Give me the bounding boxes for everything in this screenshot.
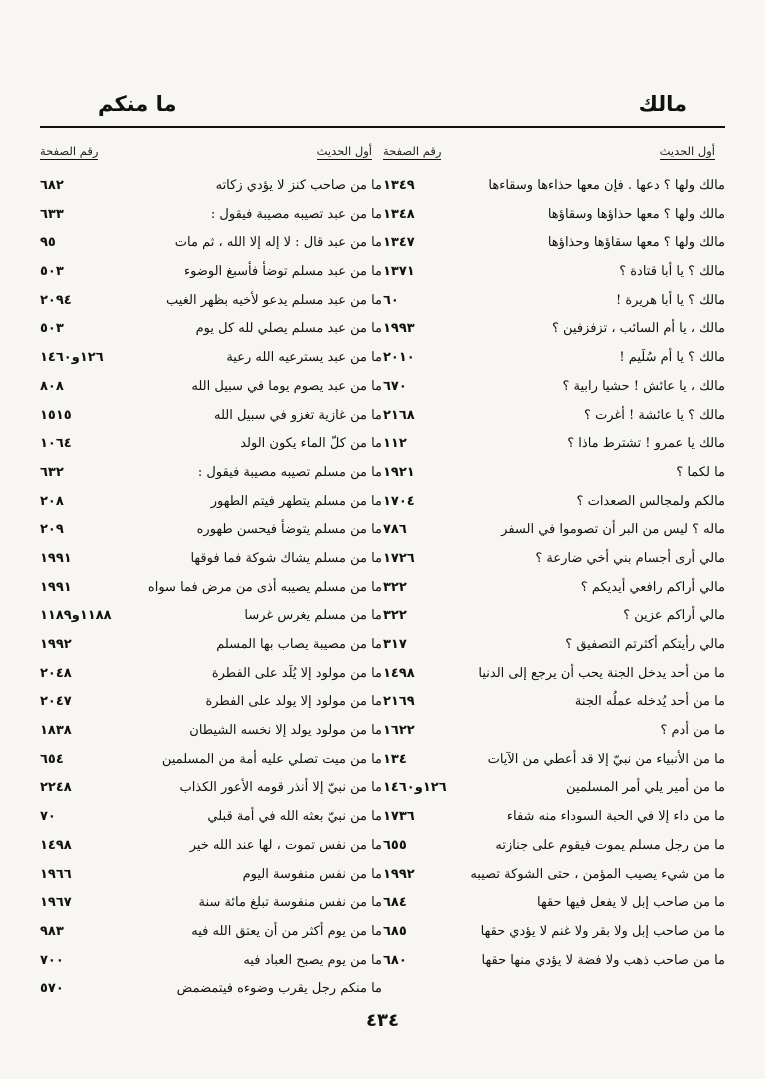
running-head-left: ما منكم: [98, 92, 177, 116]
heading-page: رقم الصفحة: [40, 144, 99, 158]
page-ref: ٢٠٨: [40, 493, 64, 509]
page-ref: ١٣٤: [383, 751, 407, 767]
hadith-opening: ما من نفس منفوسة اليوم: [242, 866, 382, 882]
index-columns: [40, 138, 725, 997]
index-entry: [383, 172, 725, 201]
hadith-opening: ما من أدم ؟: [660, 723, 725, 739]
page-ref: ١٣٧١: [383, 264, 415, 280]
index-entry: [40, 315, 382, 344]
index-entry: [40, 459, 382, 488]
index-entry: [383, 774, 725, 803]
hadith-opening: ما من كلّ الماء يكون الولد: [240, 436, 382, 452]
hadith-opening: ما من عبد يصوم يوما في سبيل الله: [191, 378, 382, 394]
hadith-opening: ما من أمير يلي أمر المسلمين: [566, 780, 725, 796]
hadith-opening: مالك ؟ يا عائشة ! أغرت ؟: [584, 407, 725, 423]
index-entry: [40, 287, 382, 316]
page-ref: ١٩٦٧: [40, 895, 72, 911]
page-ref: ١٦٢٢: [383, 723, 415, 739]
index-entry: [383, 717, 725, 746]
index-entry: [383, 516, 725, 545]
page-ref: ١٤٩٨: [383, 665, 415, 681]
hadith-opening: ما من مسلم يتطهر فيتم الطهور: [210, 493, 382, 509]
index-entry: [383, 947, 725, 976]
index-entry: [383, 430, 725, 459]
hadith-opening: ما من صاحب إبل ولا بقر ولا غنم لا يؤدي حقها: [480, 923, 725, 939]
index-entry: [40, 947, 382, 976]
page-ref: ١٤٩٨: [40, 837, 72, 853]
hadith-opening: مالك ، يا عائش ! حشيا رابية ؟: [562, 378, 725, 394]
page-ref: ١١٢: [383, 436, 407, 452]
index-entry: [383, 459, 725, 488]
heading-hadith: أول الحديث: [659, 144, 715, 158]
page-ref: ١٧٠٤: [383, 493, 415, 509]
page-ref: ١٩٩٣: [383, 321, 415, 337]
page-ref: ٥٠٣: [40, 321, 64, 337]
hadith-opening: مالك ، يا أم السائب ، تزفزفين ؟: [551, 321, 725, 337]
hadith-opening: ما لكما ؟: [676, 464, 725, 480]
page-ref: ٧٠٠: [40, 952, 64, 968]
index-entry: [383, 574, 725, 603]
index-entry: [40, 631, 382, 660]
index-entry: [40, 602, 382, 631]
hadith-opening: ما من رجل مسلم يموت فيقوم على جنازته: [495, 837, 725, 853]
page-ref: ٦٨٠: [383, 952, 407, 968]
page-ref: ١٣٤٧: [383, 235, 415, 251]
hadith-opening: ما من مسلم يصيبه أذى من مرض فما سواه: [147, 579, 382, 595]
index-entry: [383, 315, 725, 344]
page-ref: ١١٨٨و١١٨٩: [40, 608, 112, 624]
index-entry: [40, 258, 382, 287]
hadith-opening: ما من مسلم يشاك شوكة فما فوقها: [190, 550, 382, 566]
page-number: ٤٣٤: [366, 1010, 399, 1031]
index-entry: [383, 832, 725, 861]
index-entry: [40, 861, 382, 890]
page-ref: ٦٨٥: [383, 923, 407, 939]
index-entry: [40, 488, 382, 517]
hadith-opening: ماله ؟ ليس من البر أن تصوموا في السفر: [501, 522, 725, 538]
index-entry: [383, 344, 725, 373]
hadith-opening: ما من شيء يصيب المؤمن ، حتى الشوكة تصيبه: [470, 866, 725, 882]
page-ref: ٧٨٦: [383, 522, 407, 538]
hadith-opening: مالي رأيتكم أكثرتم التصفيق ؟: [565, 637, 725, 652]
index-column-right: [383, 138, 725, 979]
hadith-opening: مالكم ولمجالس الصعدات ؟: [576, 493, 725, 509]
index-entry: [383, 258, 725, 287]
index-entry: [383, 201, 725, 230]
hadith-opening: مالي أرى أجسام بني أخي ضارعة ؟: [535, 550, 725, 566]
page-header: [40, 92, 725, 128]
page-ref: ١٥١٥: [40, 407, 72, 423]
hadith-opening: مالك يا عمرو ! تشترط ماذا ؟: [567, 436, 725, 452]
hadith-opening: ما من يوم أكثر من أن يعتق الله فيه: [191, 923, 382, 939]
index-entry: [40, 688, 382, 717]
hadith-opening: ما من مصيبة يصاب بها المسلم: [216, 637, 382, 652]
index-entry: [383, 287, 725, 316]
hadith-opening: ما من عبد مسلم توضأ فأسبغ الوضوء: [184, 264, 382, 280]
page-ref: ٣١٧: [383, 637, 407, 652]
index-entry: [383, 889, 725, 918]
hadith-opening: ما من الأنبياء من نبيّ إلا قد أعطي من الآيات: [487, 751, 725, 767]
page-ref: ٢٢٤٨: [40, 780, 72, 796]
hadith-opening: ما من عبد مسلم يصلي لله كل يوم: [195, 321, 382, 337]
hadith-opening: ما منكم رجل يقرب وضوءه فيتمضمض: [176, 981, 382, 997]
hadith-opening: ما من صاحب كنز لا يؤدي زكاته: [215, 178, 382, 193]
page-ref: ١٩٩٢: [40, 637, 72, 652]
page-ref: ٢٠٤٧: [40, 694, 72, 710]
page-ref: ٦٥٥: [383, 837, 407, 853]
hadith-opening: ما من نفس تموت ، لها عند الله خير: [189, 837, 382, 853]
heading-page: رقم الصفحة: [383, 144, 442, 158]
hadith-opening: مالك ولها ؟ معها حذاؤها وسقاؤها: [547, 206, 725, 222]
hadith-opening: ما من أحد يدخل الجنة يحب أن يرجع إلى الدنيا: [478, 665, 725, 681]
index-entry: [40, 344, 382, 373]
index-entry: [383, 746, 725, 775]
page-ref: ٧٠: [40, 809, 56, 825]
index-entry: [40, 430, 382, 459]
hadith-opening: مالك ولها ؟ معها سقاؤها وحذاؤها: [547, 235, 725, 251]
page-ref: ١٣٤٨: [383, 206, 415, 222]
page-ref: ٣٢٢: [383, 608, 407, 624]
hadith-opening: مالك ؟ يا أبا قتادة ؟: [619, 264, 725, 280]
page-ref: ١٠٦٤: [40, 436, 72, 452]
index-entry: [383, 602, 725, 631]
page-ref: ٥٠٣: [40, 264, 64, 280]
hadith-opening: ما من مسلم يغرس غرسا: [244, 608, 382, 624]
index-entry: [383, 631, 725, 660]
hadith-opening: ما من نبيّ بعثه الله في أمة قبلي: [207, 809, 382, 825]
index-entry: [40, 660, 382, 689]
index-entry: [40, 832, 382, 861]
index-entry: [383, 545, 725, 574]
index-entry: [383, 803, 725, 832]
index-column-left: [40, 138, 382, 997]
column-heading: [383, 138, 725, 164]
hadith-opening: ما من نبيّ إلا أنذر قومه الأعور الكذاب: [179, 780, 382, 796]
hadith-opening: مالك ؟ يا أم سُلَيم !: [619, 350, 725, 366]
index-rows: [40, 172, 382, 1004]
hadith-opening: ما من يوم يصبح العباد فيه: [243, 952, 382, 968]
index-entry: [383, 488, 725, 517]
index-rows: [383, 172, 725, 975]
hadith-opening: ما من نفس منفوسة تبلغ مائة سنة: [198, 895, 382, 911]
page-ref: ٥٧٠: [40, 981, 64, 997]
hadith-opening: ما من مولود إلا يولد على الفطرة: [205, 694, 382, 710]
index-entry: [40, 402, 382, 431]
hadith-opening: ما من غازية تغزو في سبيل الله: [213, 407, 382, 423]
page-ref: ٨٠٨: [40, 378, 64, 394]
hadith-opening: ما من صاحب ذهب ولا فضة لا يؤدي منها حقها: [481, 952, 725, 968]
page-ref: ٦٣٢: [40, 464, 64, 480]
index-entry: [40, 574, 382, 603]
hadith-opening: ما من صاحب إبل لا يفعل فيها حقها: [537, 895, 725, 911]
hadith-opening: ما من عبد مسلم يدعو لأخيه بظهر الغيب: [166, 292, 382, 308]
page-ref: ٩٥: [40, 235, 56, 251]
hadith-opening: ما من عبد يسترعيه الله رعية: [226, 350, 382, 366]
page-ref: ٦٧٠: [383, 378, 407, 394]
hadith-opening: ما من مسلم يتوضأ فيحسن طهوره: [196, 522, 382, 538]
index-entry: [383, 229, 725, 258]
index-entry: [40, 172, 382, 201]
page-ref: ٢٠٩: [40, 522, 64, 538]
index-entry: [40, 918, 382, 947]
index-entry: [40, 516, 382, 545]
hadith-opening: مالك ؟ يا أبا هريرة !: [615, 292, 725, 308]
hadith-opening: ما من مسلم تصيبه مصيبة فيقول :: [197, 464, 382, 480]
hadith-opening: مالي أراكم رافعي أيديكم ؟: [580, 579, 725, 595]
running-head-right: مالك: [638, 92, 687, 116]
index-entry: [40, 229, 382, 258]
page-ref: ١٩٩٢: [383, 866, 415, 882]
index-entry: [40, 201, 382, 230]
page-ref: ١٩٢١: [383, 464, 415, 480]
page-ref: ٢١٦٨: [383, 407, 415, 423]
index-entry: [383, 918, 725, 947]
page-ref: ٦٥٤: [40, 751, 64, 767]
header-rule: [40, 126, 725, 128]
page-ref: ١٢٦و١٤٦٠: [383, 780, 447, 796]
hadith-opening: ما من ميت تصلي عليه أمة من المسلمين: [161, 751, 382, 767]
page-ref: ١٩٦٦: [40, 866, 72, 882]
page-ref: ١٧٣٦: [383, 809, 415, 825]
index-entry: [383, 660, 725, 689]
column-heading: [40, 138, 382, 164]
index-entry: [40, 373, 382, 402]
page-ref: ١٧٢٦: [383, 550, 415, 566]
hadith-opening: ما من داء إلا في الحبة السوداء منه شفاء: [506, 809, 725, 825]
index-entry: [40, 717, 382, 746]
index-entry: [383, 373, 725, 402]
page-ref: ١٣٤٩: [383, 178, 415, 193]
hadith-opening: ما من أحد يُدخله عملُه الجنة: [574, 694, 725, 710]
hadith-opening: ما من عبد تصيبه مصيبة فيقول :: [210, 206, 382, 222]
hadith-opening: ما من مولود إلا يُلَد على الفطرة: [211, 665, 382, 681]
page-ref: ١٨٣٨: [40, 723, 72, 739]
index-entry: [383, 688, 725, 717]
index-entry: [40, 774, 382, 803]
index-entry: [40, 746, 382, 775]
index-entry: [383, 402, 725, 431]
hadith-opening: مالك ولها ؟ دعها . فإن معها حذاءها وسقاءها: [488, 178, 725, 193]
page-ref: ٩٨٣: [40, 923, 64, 939]
index-entry: [40, 803, 382, 832]
hadith-opening: ما من مولود يولد إلا نخسه الشيطان: [189, 723, 382, 739]
heading-hadith: أول الحديث: [316, 144, 372, 158]
page-ref: ٢٠٤٨: [40, 665, 72, 681]
page-ref: ٦٨٢: [40, 178, 64, 193]
page-ref: ٦٨٤: [383, 895, 407, 911]
page-ref: ١٢٦و١٤٦٠: [40, 350, 104, 366]
page-ref: ٦٣٣: [40, 206, 64, 222]
index-entry: [40, 545, 382, 574]
page-ref: ٢٠٩٤: [40, 292, 72, 308]
page-ref: ٣٢٢: [383, 579, 407, 595]
page-ref: ٦٠: [383, 292, 399, 308]
index-entry: [40, 975, 382, 1004]
hadith-opening: ما من عبد قال : لا إله إلا الله ، ثم مات: [174, 235, 382, 251]
page-ref: ١٩٩١: [40, 550, 72, 566]
page-ref: ٢٠١٠: [383, 350, 415, 366]
index-entry: [383, 861, 725, 890]
page-ref: ١٩٩١: [40, 579, 72, 595]
page-ref: ٢١٦٩: [383, 694, 415, 710]
index-entry: [40, 889, 382, 918]
hadith-opening: مالي أراكم عزين ؟: [623, 608, 725, 624]
